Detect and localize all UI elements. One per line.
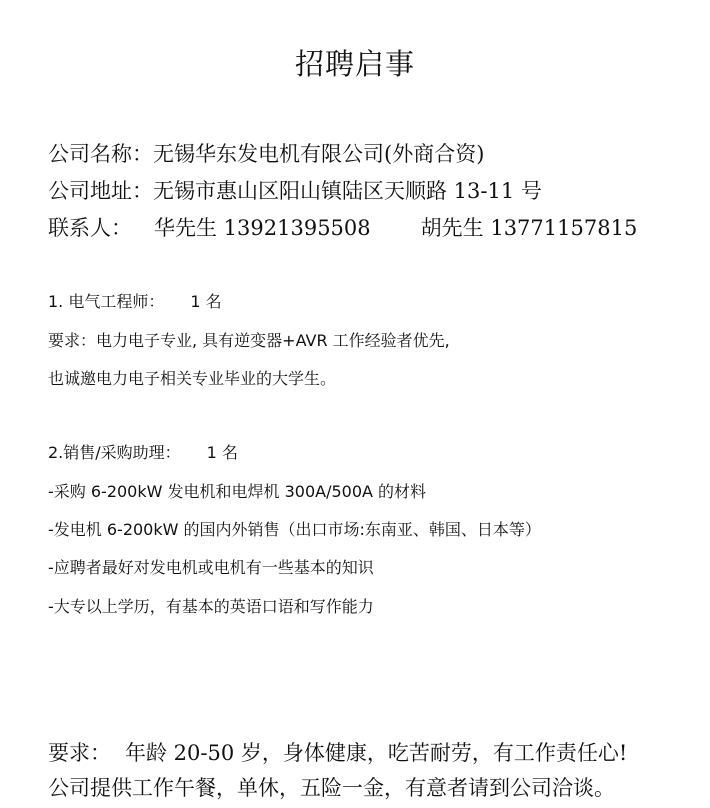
job2-item: -大专以上学历，有基本的英语口语和写作能力	[48, 597, 374, 616]
company-address: 无锡市惠山区阳山镇陆区天顺路 13-11 号	[153, 179, 542, 203]
contact-2: 胡先生 13771157815	[420, 216, 638, 240]
job1-requirement-2: 也诚邀电力电子相关专业毕业的大学生。	[48, 369, 337, 388]
job2-item: -采购 6-200kW 发电机和电焊机 300A/500A 的材料	[48, 482, 427, 501]
company-name-label: 公司名称：	[48, 142, 153, 166]
contact-1: 华先生 13921395508	[154, 216, 371, 240]
job2-heading-row	[48, 440, 238, 463]
job2-item: -发电机 6-200kW 的国内外销售（出口市场:东南亚、韩国、日本等）	[48, 520, 541, 539]
footer-requirement-row	[48, 737, 627, 767]
job2-item: -应聘者最好对发电机或电机有一些基本的知识	[48, 558, 374, 577]
company-address-label: 公司地址：	[48, 179, 153, 203]
page-title: 招聘启事	[294, 47, 415, 81]
company-address-row	[48, 175, 542, 205]
company-name: 无锡华东发电机有限公司(外商合资)	[153, 142, 485, 166]
job2-heading: 2.销售/采购助理：	[48, 443, 181, 462]
footer-requirement-label: 要求：	[48, 741, 111, 765]
contact-row	[48, 212, 637, 242]
job1-heading-row	[48, 289, 222, 312]
job2-count: 1 名	[206, 443, 238, 462]
footer-benefits: 公司提供工作午餐，单休，五险一金，有意者请到公司洽谈。	[48, 776, 615, 800]
footer-requirement-text: 年龄 20-50 岁，身体健康，吃苦耐劳，有工作责任心!	[125, 741, 628, 765]
contact-label: 联系人：	[48, 216, 132, 240]
job1-count: 1 名	[190, 292, 222, 311]
job1-heading: 1. 电气工程师：	[48, 292, 165, 311]
company-name-row	[48, 138, 484, 168]
job1-requirement-1: 要求：电力电子专业, 具有逆变器+AVR 工作经验者优先,	[48, 331, 450, 350]
